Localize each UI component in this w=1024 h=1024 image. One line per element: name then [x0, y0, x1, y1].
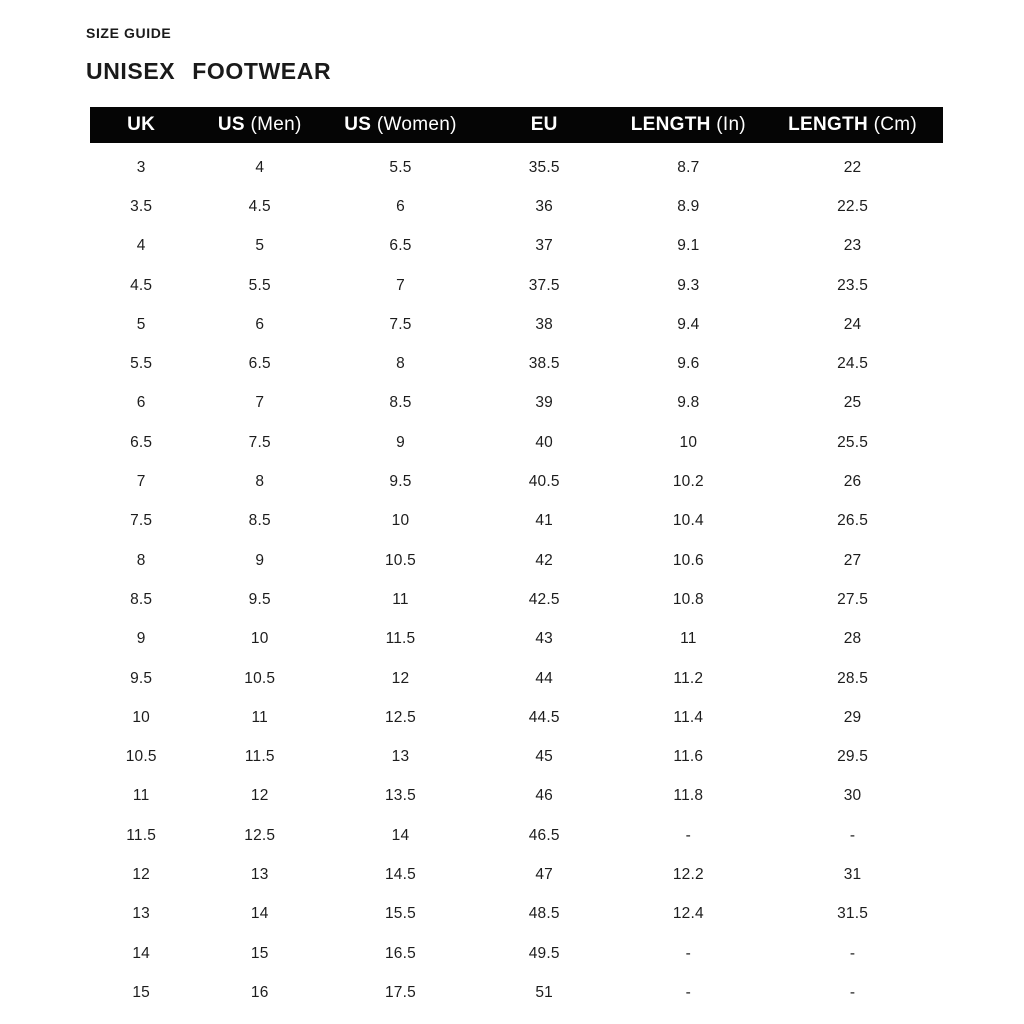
table-cell: 12	[250, 787, 269, 805]
table-cell: 9.5	[389, 473, 412, 491]
table-cell: 3.5	[130, 197, 153, 215]
table-cell: 7	[136, 473, 146, 491]
table-cell: -	[685, 944, 692, 962]
table-row	[90, 580, 943, 619]
table-cell: 9.1	[677, 237, 700, 255]
table-cell: 10.5	[244, 669, 276, 687]
table-cell: 10.2	[672, 473, 704, 491]
table-cell: 7.5	[248, 433, 271, 451]
table-row	[90, 934, 943, 973]
table-cell: 9.4	[677, 315, 700, 333]
table-cell: 28.5	[837, 669, 869, 687]
table-cell: 42	[535, 551, 554, 569]
table-cell: 39	[535, 394, 554, 412]
column-header-qualifier: (Women)	[371, 114, 457, 135]
table-cell: 7	[396, 276, 405, 294]
table-cell: 8.7	[677, 158, 700, 176]
table-cell: 8.5	[389, 394, 412, 412]
table-cell: 4.5	[130, 276, 153, 294]
table-body	[90, 143, 943, 1013]
table-cell: 8	[396, 355, 405, 373]
table-cell: 8	[255, 473, 265, 491]
table-cell: 48.5	[528, 905, 560, 923]
table-cell: 15.5	[384, 905, 416, 923]
column-header	[474, 107, 615, 143]
table-row	[90, 266, 943, 305]
column-header	[192, 107, 327, 143]
table-row	[90, 187, 943, 226]
table-cell: 9.8	[677, 394, 700, 412]
table-cell: 10.8	[672, 590, 704, 608]
table-cell: 12.2	[672, 865, 704, 883]
table-cell: 9.3	[677, 276, 700, 294]
table-cell: 12.5	[384, 708, 416, 726]
table-cell: 15	[250, 944, 269, 962]
table-cell: 11	[680, 630, 697, 648]
table-cell: 25	[843, 394, 862, 412]
table-cell: 16.5	[384, 944, 416, 962]
table-cell: 4	[136, 237, 146, 255]
table-cell: 10.5	[384, 551, 416, 569]
table-cell: 5.5	[248, 276, 271, 294]
table-cell: 11	[132, 787, 150, 805]
table-cell: 9	[255, 551, 265, 569]
table-cell: 9.6	[677, 355, 700, 373]
table-row	[90, 344, 943, 383]
table-cell: 14	[391, 826, 410, 844]
table-cell: 12.4	[672, 905, 704, 923]
column-header-bold: US	[344, 114, 372, 135]
table-row	[90, 462, 943, 501]
table-cell: 23	[843, 237, 862, 255]
table-cell: 31.5	[837, 905, 869, 923]
table-cell: 11.4	[673, 708, 704, 726]
table-row	[90, 737, 943, 776]
table-cell: 8.9	[677, 197, 700, 215]
column-header-bold: UK	[127, 114, 156, 135]
table-row	[90, 698, 943, 737]
table-cell: 4.5	[248, 197, 271, 215]
table-cell: 6	[396, 197, 405, 215]
table-row	[90, 148, 943, 187]
table-cell: 14	[132, 944, 150, 962]
table-cell: 11.8	[673, 787, 704, 805]
table-cell: 13	[250, 865, 269, 883]
table-row	[90, 423, 943, 462]
table-cell: 9.5	[248, 590, 271, 608]
table-cell: 26.5	[837, 512, 869, 530]
table-cell: 15	[132, 983, 150, 1001]
table-cell: 11.5	[385, 630, 416, 648]
page-title: UNISEX FOOTWEAR	[86, 58, 332, 84]
size-table	[90, 107, 943, 1013]
table-row	[90, 777, 943, 816]
table-cell: 44	[535, 669, 554, 687]
table-cell: 9	[396, 433, 405, 451]
table-cell: 40.5	[528, 473, 560, 491]
table-cell: 46.5	[528, 826, 560, 844]
table-cell: 9	[136, 630, 146, 648]
table-cell: -	[685, 826, 692, 844]
table-cell: 37	[535, 237, 554, 255]
table-cell: 6	[136, 394, 146, 412]
table-cell: 10	[132, 708, 150, 726]
table-cell: 23.5	[837, 276, 869, 294]
table-cell: 41	[535, 512, 554, 530]
table-row	[90, 502, 943, 541]
table-cell: 5.5	[130, 355, 153, 373]
table-cell: -	[849, 826, 856, 844]
column-header-qualifier: (Men)	[244, 114, 302, 135]
table-cell: 8.5	[248, 512, 271, 530]
table-cell: 13.5	[384, 787, 416, 805]
table-cell: 7.5	[389, 315, 412, 333]
table-cell: 12	[391, 669, 410, 687]
table-cell: 49.5	[528, 944, 560, 962]
column-header-bold: LENGTH	[788, 114, 869, 135]
table-cell: 7	[255, 394, 265, 412]
table-cell: 11	[392, 590, 409, 608]
table-cell: 5	[136, 315, 146, 333]
table-cell: 11.5	[126, 826, 157, 844]
table-cell: 46	[535, 787, 554, 805]
table-cell: 11.5	[244, 748, 275, 766]
table-cell: 9.5	[130, 669, 153, 687]
table-cell: 10	[679, 433, 698, 451]
table-cell: 3	[136, 158, 146, 176]
table-cell: 11.2	[673, 669, 704, 687]
table-cell: 10.5	[125, 748, 157, 766]
table-row	[90, 227, 943, 266]
table-row	[90, 895, 943, 934]
table-cell: 24	[843, 315, 862, 333]
table-cell: 26	[843, 473, 862, 491]
column-header-qualifier: (In)	[710, 114, 746, 135]
table-cell: 10.6	[672, 551, 704, 569]
table-cell: 11	[251, 708, 268, 726]
table-cell: 43	[535, 630, 554, 648]
table-cell: 14.5	[384, 865, 416, 883]
table-cell: 37.5	[528, 276, 560, 294]
table-cell: 51	[535, 983, 554, 1001]
table-cell: 6.5	[130, 433, 153, 451]
table-cell: 13	[132, 905, 150, 923]
table-cell: 16	[250, 983, 269, 1001]
column-header-bold: EU	[530, 114, 558, 135]
table-row	[90, 816, 943, 855]
table-row	[90, 620, 943, 659]
column-header	[327, 107, 474, 143]
table-cell: 44.5	[528, 708, 560, 726]
table-cell: 36	[535, 197, 554, 215]
table-cell: -	[685, 983, 692, 1001]
table-cell: 22.5	[837, 197, 869, 215]
column-header-bold: US	[217, 114, 245, 135]
table-cell: 35.5	[528, 158, 560, 176]
table-row	[90, 973, 943, 1012]
table-cell: 10	[250, 630, 269, 648]
column-header-bold: LENGTH	[630, 114, 711, 135]
table-cell: 11.6	[673, 748, 704, 766]
table-cell: 7.5	[130, 512, 153, 530]
table-row	[90, 855, 943, 894]
table-cell: 42.5	[528, 590, 560, 608]
table-cell: 38.5	[528, 355, 560, 373]
table-cell: 10	[391, 512, 410, 530]
table-cell: 8	[136, 551, 146, 569]
table-cell: 17.5	[384, 983, 416, 1001]
table-cell: 40	[535, 433, 554, 451]
column-header	[762, 107, 943, 143]
table-row	[90, 384, 943, 423]
table-cell: 4	[255, 158, 265, 176]
table-row	[90, 541, 943, 580]
table-cell: 29	[843, 708, 862, 726]
eyebrow-label: SIZE GUIDE	[86, 25, 172, 41]
table-cell: 12.5	[244, 826, 276, 844]
table-cell: 8.5	[130, 590, 153, 608]
table-cell: 5.5	[389, 158, 412, 176]
table-cell: 31	[843, 865, 862, 883]
table-cell: 14	[250, 905, 269, 923]
table-cell: 10.4	[672, 512, 704, 530]
table-cell: 38	[535, 315, 554, 333]
table-cell: 30	[843, 787, 862, 805]
table-cell: 27.5	[837, 590, 869, 608]
table-cell: 28	[843, 630, 862, 648]
table-cell: 5	[255, 237, 265, 255]
table-cell: 6	[255, 315, 265, 333]
table-row	[90, 659, 943, 698]
table-row	[90, 305, 943, 344]
table-cell: 25.5	[837, 433, 869, 451]
table-cell: 27	[843, 551, 862, 569]
table-cell: 6.5	[248, 355, 271, 373]
table-cell: 13	[391, 748, 410, 766]
column-header-qualifier: (Cm)	[868, 114, 917, 135]
table-cell: 29.5	[837, 748, 869, 766]
table-cell: 12	[132, 865, 150, 883]
table-cell: 6.5	[389, 237, 412, 255]
column-header	[615, 107, 763, 143]
table-cell: 45	[535, 748, 554, 766]
table-cell: 24.5	[837, 355, 869, 373]
table-cell: 47	[535, 865, 554, 883]
table-cell: -	[849, 983, 856, 1001]
table-cell: 22	[843, 158, 862, 176]
column-header	[90, 107, 192, 143]
table-cell: -	[849, 944, 856, 962]
table-header-row	[90, 107, 943, 143]
